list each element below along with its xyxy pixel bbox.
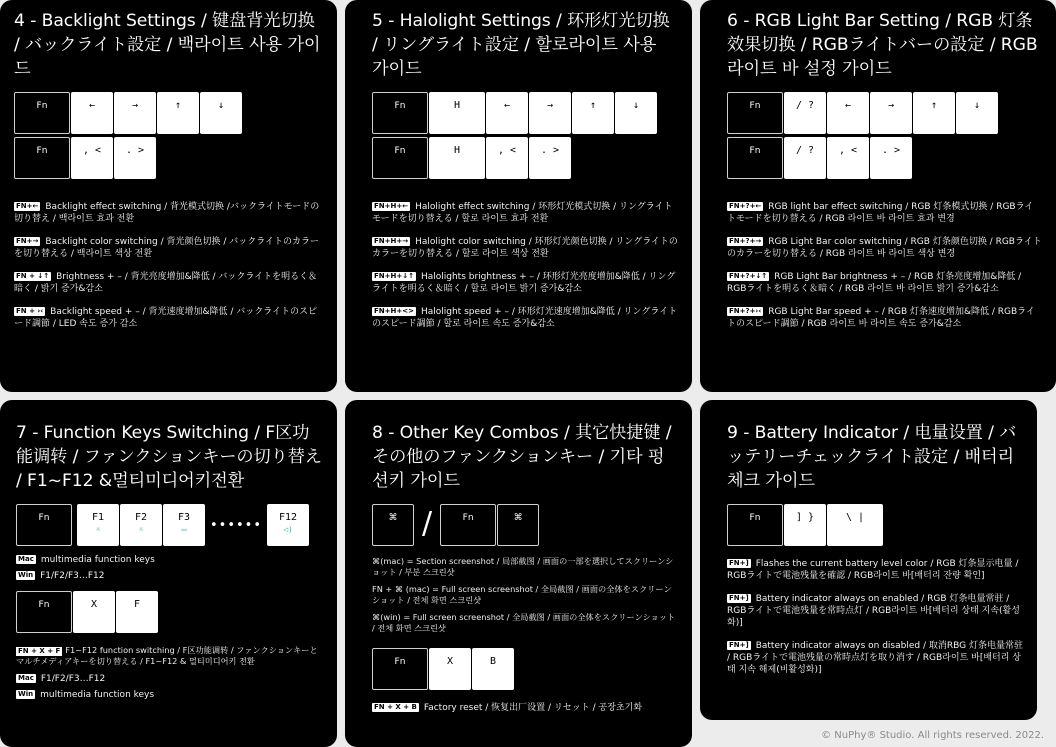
- key-down: ↓: [200, 92, 242, 134]
- key-x: X: [73, 591, 115, 633]
- note: FN + ⌘ (mac) = Full screen screenshot / 全局截图 / 画面の全体をスクリーンショット / 전체 화면 스크린샷: [372, 584, 672, 605]
- key-row: [14, 137, 323, 179]
- win-note: Win F1/F2/F3…F12: [18, 571, 105, 581]
- shortcut-tag: FN+H+<>: [374, 307, 414, 315]
- key-comma: , <: [827, 137, 869, 179]
- key-up: ↑: [572, 92, 614, 134]
- description-text: RGB Light Bar speed + – / RGB 灯条速度增加&降低 / RGBライトのスピード調節 / RGB 라이트 바 라이트 속도 증가&감소: [727, 307, 1035, 329]
- panel-other-key-combos: [345, 400, 692, 747]
- description: FN + X + F F1~F12 function switching / F区功能调转 / ファンクションキーとマルチメディアキーを切り替える / F1~F12 & 멀티미디어키 전환: [16, 645, 318, 666]
- description: FN+] Flashes the current battery level color / RGB 灯条显示电量 / RGBライトで電池残量を確認 / RGB라이트 바[배터리 잔량 확인]: [727, 559, 1019, 581]
- description-text: Halolight effect switching / 环形灯光模式切换 / リングライトモードを切り替える / 할로 라이트 효과 전환: [372, 202, 673, 224]
- mac-tag: Mac: [18, 555, 34, 563]
- description: FN+] Battery indicator always on disabled / 取消RBG 灯条电量常驻 / RGBライトで電池残量の常時点灯を取り消す / RGB라이트 바[배터리 상태 지속 해제(비활성화)]: [727, 641, 1023, 675]
- description: [14, 306, 323, 330]
- shortcut-tag: FN + X + F: [18, 647, 61, 655]
- shortcut-tag: FN + ›‹: [16, 307, 44, 315]
- key-b: B: [472, 648, 514, 690]
- mac-note: Mac F1/F2/F3…F12: [18, 674, 106, 684]
- description-text: Backlight effect switching / 背光模式切换 /バックライトモードの切り替え / 백라이트 효과 전환: [14, 202, 320, 224]
- copyright-footer: © NuPhy® Studio. All rights reserved. 2022.: [821, 730, 1044, 741]
- key-period: . >: [529, 137, 571, 179]
- key-bracket: ] }: [784, 504, 826, 546]
- panel-function-keys: [0, 400, 337, 747]
- key-fn: Fn: [372, 92, 428, 134]
- win-tag: Win: [18, 690, 34, 698]
- key-row: [16, 591, 323, 633]
- panel-battery-indicator: [700, 400, 1037, 720]
- ellipsis-dots: ••••••: [210, 517, 263, 533]
- mac-tag: Mac: [18, 674, 34, 682]
- key-comma: , <: [486, 137, 528, 179]
- description-text: RGB Light Bar color switching / RGB 灯条颜色切换 / RGBライトのカラーを切り替える / RGB 라이트 바 라이트 색상 변경: [727, 237, 1042, 259]
- description: [14, 236, 323, 260]
- shortcut-tag: FN+?+←: [729, 202, 762, 210]
- panel-title: 4 - Backlight Settings / 键盘背光切换 / バックライト設定 / 백라이트 사용 가이드: [14, 11, 321, 79]
- key-period: . >: [870, 137, 912, 179]
- description-text: Halolight speed + – / 环形灯光速度增加&降低 / リングライトのスピード調節 / 할로 라이트 속도 증가&감소: [372, 307, 678, 329]
- key-left: ←: [486, 92, 528, 134]
- mac-note: Mac multimedia function keys: [18, 555, 155, 565]
- shortcut-tag: FN+?+↓↑: [729, 272, 768, 280]
- key-right: →: [114, 92, 156, 134]
- key-fn: Fn: [727, 137, 783, 179]
- win-tag: Win: [18, 571, 34, 579]
- key-row: [372, 92, 678, 134]
- description-text: Halolights brightness + – / 环形灯光亮度增加&降低 / リングライトを明るく＆暗く / 할로 라이트 밝기 증가&감소: [372, 272, 676, 294]
- description: [372, 271, 678, 295]
- panel-title: 6 - RGB Light Bar Setting / RGB 灯条效果切换 / RGBライトバーの設定 / RGB 라이트 바 설정 가이드: [727, 11, 1038, 79]
- key-period: . >: [114, 137, 156, 179]
- key-f3: F3 ▭: [163, 504, 205, 546]
- key-down: ↓: [956, 92, 998, 134]
- panel-backlight-settings: [0, 0, 337, 392]
- key-f12: F12 ◁): [267, 504, 309, 546]
- panel-halolight-settings: [345, 0, 692, 392]
- key-fn: Fn: [372, 137, 428, 179]
- key-left: ←: [71, 92, 113, 134]
- key-fn: Fn: [372, 648, 428, 690]
- description: [372, 236, 678, 260]
- description: [14, 201, 323, 225]
- shortcut-tag: FN + X + B: [374, 703, 417, 711]
- key-row: [16, 504, 323, 546]
- description: [727, 271, 1042, 295]
- key-down: ↓: [615, 92, 657, 134]
- key-screenshot: ⌘: [372, 504, 414, 546]
- description: [727, 236, 1042, 260]
- key-f: F: [116, 591, 158, 633]
- mission-control-icon: ▭: [181, 525, 187, 534]
- key-fn: Fn: [16, 504, 72, 546]
- shortcut-tag: FN+→: [16, 237, 39, 245]
- panel-rgb-light-bar: [700, 0, 1056, 392]
- key-x: X: [429, 648, 471, 690]
- description: [727, 306, 1042, 330]
- shortcut-tag: FN+]: [729, 594, 749, 602]
- key-backslash: \ |: [827, 504, 883, 546]
- key-row: [14, 92, 323, 134]
- shortcut-tag: FN+H+←: [374, 202, 409, 210]
- key-row: [372, 648, 678, 690]
- volume-icon: ◁): [283, 525, 293, 534]
- key-screenshot: ⌘: [497, 504, 539, 546]
- brightness-down-icon: ☼: [95, 525, 101, 534]
- key-fn: Fn: [16, 591, 72, 633]
- key-fn: Fn: [727, 92, 783, 134]
- key-row: [727, 504, 1023, 546]
- panel-title: 5 - Halolight Settings / 环形灯光切换 / リングライト設定 / 할로라이트 사용 가이드: [372, 11, 670, 79]
- brightness-up-icon: ☼: [138, 525, 144, 534]
- description-text: RGB Light Bar brightness + – / RGB 灯条亮度增加&降低 / RGBライトを明るく＆暗く / RGB 라이트 바 라이트 밝기 증가&감소: [727, 272, 1022, 294]
- description: [372, 201, 678, 225]
- panel-title: 8 - Other Key Combos / 其它快捷键 / その他のファンクションキー / 기타 펑션키 가이드: [372, 423, 672, 491]
- description-text: Backlight speed + – / 背光速度增加&降低 / バックライトのスピード調節 / LED 속도 증가 감소: [14, 307, 318, 329]
- description: FN+] Battery indicator always on enabled / RGB 灯条电量常驻 / RGBライトで電池残量を常時点灯 / RGB라이트 바[배터리 상태 지속(활성화)]: [727, 594, 1020, 628]
- description: [727, 201, 1042, 225]
- shortcut-tag: FN+?+→: [729, 237, 762, 245]
- key-row: [727, 92, 1042, 134]
- note: ⌘(mac) = Section screenshot / 局部截图 / 画面の一部を選択してスクリーンショット / 부분 스크린샷: [372, 556, 674, 577]
- key-row: [372, 137, 678, 179]
- shortcut-tag: FN+]: [729, 559, 749, 567]
- panel-title: 9 - Battery Indicator / 电量设置 / バッテリーチェックライト設定 / 배터리 체크 가이드: [727, 423, 1017, 491]
- key-up: ↑: [157, 92, 199, 134]
- shortcut-tag: FN+H+→: [374, 237, 409, 245]
- key-right: →: [870, 92, 912, 134]
- key-slash: / ?: [784, 92, 826, 134]
- description: [14, 271, 323, 295]
- key-h: H: [429, 137, 485, 179]
- win-note: Win multimedia function keys: [18, 690, 155, 700]
- key-left: ←: [827, 92, 869, 134]
- description-text: Brightness + – / 背光亮度增加&降低 / バックライトを明るく＆暗く / 밝기 증가&감소: [14, 272, 318, 294]
- key-slash: / ?: [784, 137, 826, 179]
- shortcut-tag: FN+?+›‹: [729, 307, 762, 315]
- shortcut-tag: FN+]: [729, 641, 749, 649]
- description: FN + X + B Factory reset / 恢复出厂设置 / リセット / 공장초기화: [374, 703, 643, 713]
- key-fn: Fn: [14, 137, 70, 179]
- key-f1: F1 ☼: [77, 504, 119, 546]
- key-fn: Fn: [727, 504, 783, 546]
- panel-title: 7 - Function Keys Switching / F区功能调转 / ファンクションキーの切り替え / F1~F12 &멀티미디어키전환: [16, 423, 322, 491]
- shortcut-tag: FN + ↓↑: [16, 272, 50, 280]
- key-h: H: [429, 92, 485, 134]
- note: ⌘(win) = Full screen screenshot / 全局截图 / 画面の全体をスクリーンショット / 전체 화면 스크린샷: [372, 612, 676, 633]
- key-fn: Fn: [14, 92, 70, 134]
- key-f2: F2 ☼: [120, 504, 162, 546]
- key-fn: Fn: [440, 504, 496, 546]
- key-right: →: [529, 92, 571, 134]
- description-text: Backlight color switching / 背光颜色切换 / バックライトのカラーを切り替える / 백라이트 색상 전환: [14, 237, 319, 259]
- shortcut-tag: FN+←: [16, 202, 39, 210]
- key-row: [727, 137, 1042, 179]
- description: [372, 306, 678, 330]
- shortcut-tag: FN+H+↓↑: [374, 272, 414, 280]
- key-comma: , <: [71, 137, 113, 179]
- separator-slash: /: [422, 506, 433, 541]
- description-text: RGB light bar effect switching / RGB 灯条模式切换 / RGBライトモードを切り替える / RGB 라이트 바 라이트 효과 변경: [727, 202, 1034, 224]
- key-row: [372, 504, 678, 546]
- description-text: Halolight color switching / 环形灯光颜色切换 / リングライトのカラーを切り替える / 할로 라이트 색상 전환: [372, 237, 678, 259]
- key-up: ↑: [913, 92, 955, 134]
